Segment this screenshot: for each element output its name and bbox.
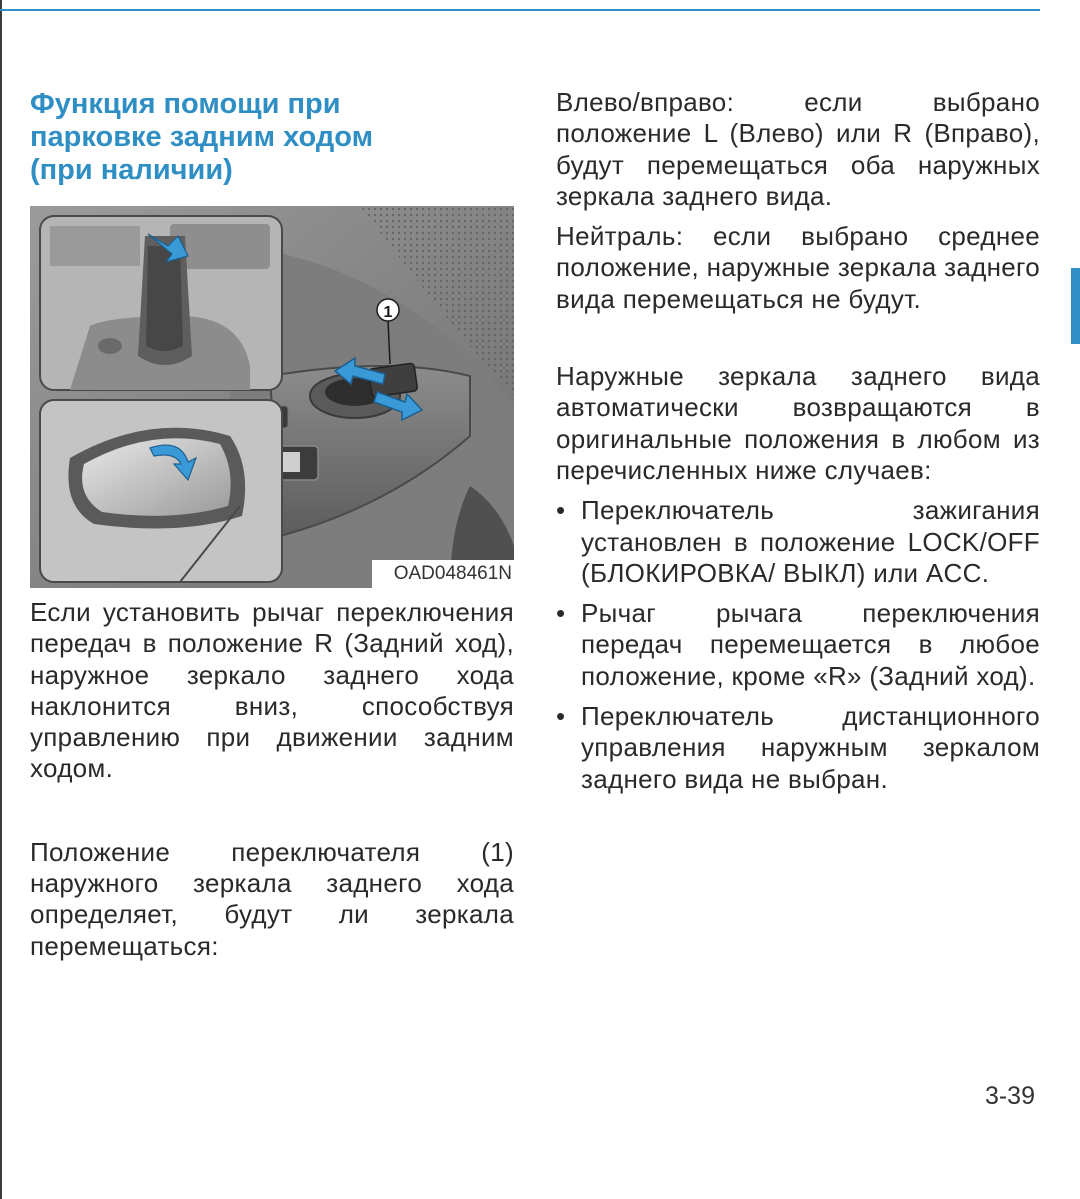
list-item	[556, 598, 1040, 692]
section-tab-marker	[1071, 268, 1080, 344]
illustration-drawing	[30, 206, 514, 588]
figure-code: OAD048461N	[372, 560, 514, 588]
list-item-text: Переключатель дистанционного управления наружным зеркалом заднего вида не выбран.	[581, 701, 1040, 794]
paragraph-switch-position: Положение переключателя (1) наружного зеркала заднего хода определяет, будут ли зеркала перемещаться:	[30, 836, 514, 961]
heading-line-1: Функция помощи при	[30, 88, 341, 120]
list-item-text: Переключатель зажигания установлен в положение LOCK/OFF (БЛОКИРОВКА/ ВЫКЛ) или ACC.	[581, 495, 1040, 588]
list-item	[556, 701, 1040, 795]
paragraph-auto-return: Наружные зеркала заднего вида автоматически возвращаются в оригинальные положения в любом из перечисленных ниже случаев:	[556, 361, 1040, 485]
page-number: 3-39	[984, 1082, 1035, 1110]
bullet-marker: •	[556, 701, 566, 732]
paragraph-reverse-gear: Если установить рычаг переключения передач в положение R (Задний ход), наружное зеркало заднего хода наклонится вниз, способствуя управлению при движении задним ходом.	[30, 597, 514, 784]
paragraph-left-right: Влево/вправо: если выбрано положение L (Влево) или R (Вправо), будут перемещаться оба наружных зеркала заднего вида.	[556, 87, 1040, 211]
conditions-list	[556, 495, 1040, 795]
page-left-border	[0, 0, 2, 1199]
callout-number: 1	[383, 304, 393, 321]
paragraph-neutral: Нейтраль: если выбрано среднее положение, наружные зеркала заднего вида перемещаться не будут.	[556, 221, 1040, 314]
list-item	[556, 495, 1040, 589]
bullet-marker: •	[556, 598, 566, 629]
heading-line-3: (при наличии)	[30, 154, 233, 186]
left-column	[30, 88, 514, 962]
top-rule	[0, 9, 1040, 11]
heading-line-2: парковке задним ходом	[30, 121, 374, 153]
bullet-marker: •	[556, 495, 566, 526]
section-heading	[30, 88, 514, 187]
right-column	[556, 88, 1040, 804]
mirror-switch-illustration	[30, 206, 514, 588]
list-item-text: Рычаг рычага переключения передач перемещается в любое положение, кроме «R» (Задний ход).	[581, 598, 1040, 691]
